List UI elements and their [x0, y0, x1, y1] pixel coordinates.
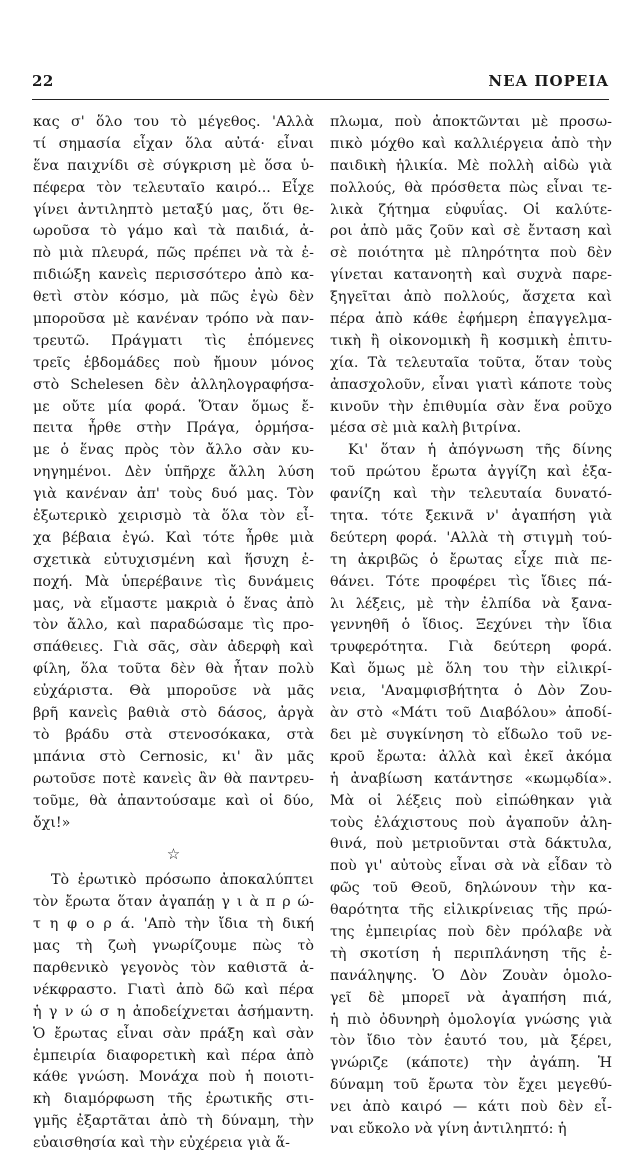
text-line: νηγημένοι. Δὲν ὑπῆρχε ἄλλη λύση: [33, 464, 314, 481]
page-number: 22: [32, 72, 54, 90]
text-line: της ἐμπειρίας ποὺ δὲν πρόλαβε νὰ: [330, 923, 612, 940]
text-line: σπάθειες. Γιὰ σᾶς, σὰν ἀδερφὴ καὶ: [33, 639, 314, 656]
text-line: τὸν ἔρωτα ὅταν ἀγαπάῃ γ ι ὰ π ρ ώ-: [33, 894, 314, 911]
text-line: ναι εὔκολο νὰ γίνη ἀντιληπτό: ἡ: [330, 1120, 567, 1137]
text-line: μποροῦσα μὲ κανέναν τρόπο νὰ παν-: [33, 311, 314, 328]
text-line: κροῦ ἔρωτα: ἀλλὰ καὶ ἐκεῖ ἀκόμα: [330, 748, 612, 765]
text-line: γιὰ κανέναν ἀπ' τοὺς δυό μας. Τὸν: [33, 486, 314, 503]
text-line: φίλη, ὅλα τοῦτα δὲν θὰ ἦταν πολὺ: [33, 661, 314, 678]
text-line: ἡ πιὸ ὀδυνηρὴ ὁμολογία γνώσης γιὰ: [330, 1011, 612, 1028]
right-paragraph-continuation: [330, 112, 612, 440]
text-line: γεννηθῆ ὁ ἴδιος. Ξεχύνει τὴν ἴδια: [330, 617, 612, 634]
text-line: νεια, 'Αναμφισβήτητα ὁ Δὸν Ζου-: [330, 683, 612, 700]
text-line: ποχή. Μὰ ὑπερέβαινε τὶς δυνάμεις: [33, 573, 314, 590]
text-line: θάνει. Τότε προφέρει τὶς ἴδιες πά-: [330, 573, 612, 590]
text-line: τρευτῶ. Πράγματι τὶς ἑπόμενες: [33, 332, 314, 349]
text-line: ἀπασχολοῦν, εἶναι γιατὶ κάποτε τοὺς: [330, 376, 612, 393]
text-line: πειτα ἦρθε στὴν Πράγα, ὁρμήσα-: [33, 420, 314, 437]
text-line: πανάληψης. Ὁ Δὸν Ζουὰν ὁμολο-: [330, 967, 612, 984]
text-line: ξηγεῖται ἀπὸ πολλούς, ἄσχετα καὶ: [330, 289, 612, 306]
text-line: ἕνα παιχνίδι σὲ σύγκριση μὲ ὅσα ὑ-: [33, 157, 314, 174]
text-line: τη ἀκριβῶς ὁ ἔρωτας εἶχε πιὰ πε-: [330, 551, 612, 568]
text-line: με ὁ ἕνας πρὸς τὸν ἄλλο σὰν κυ-: [33, 442, 314, 459]
text-line: λι λέξεις, μὲ τὴν ἐλπίδα νὰ ξανα-: [330, 595, 612, 612]
text-line: τὸ βράδυ στὰ στενοσόκακα, στὰ: [33, 726, 314, 743]
text-line: ροι ἀπὸ μᾶς ζοῦν καὶ σὲ ἔνταση καὶ: [330, 223, 612, 240]
text-line: κὴ διαμόρφωση τῆς ἐρωτικῆς στι-: [33, 1091, 314, 1108]
left-paragraph-letter-quote: [33, 112, 314, 834]
text-line: γμῆς ἐξαρτᾶται ἀπὸ τὴ δύναμη, τὴν: [33, 1113, 314, 1130]
journal-title: ΝΕΑ ΠΟΡΕΙΑ: [488, 72, 609, 90]
text-line: τικὴ ἢ οἰκονομικὴ ἢ κοσμικὴ ἐπιτυ-: [330, 332, 612, 349]
text-line: θινά, ποὺ μετριοῦνται στὰ δάκτυλα,: [330, 836, 612, 853]
text-line: εὐαισθησία καὶ τὴν εὐχέρεια γιὰ ἅ-: [33, 1135, 290, 1152]
text-line: ρωτοῦσε ποτὲ κανεὶς ἂν θὰ παντρευ-: [33, 770, 314, 787]
text-line: παρθενικὸ γεγονὸς τὸν καθιστᾶ ἀ-: [33, 959, 314, 976]
text-line: τὸν ἴδιο τὸν ἑαυτό του, μὰ ξέρει,: [330, 1033, 612, 1050]
text-line: χία. Τὰ τελευταῖα τοῦτα, ὅταν τοὺς: [330, 354, 612, 371]
text-line: τ η φ ο ρ ά. 'Απὸ τὴν ἴδια τὴ δική: [33, 916, 314, 933]
text-line: λικὰ ζήτημα εὐφυΐας. Οἱ καλύτε-: [330, 201, 612, 218]
left-paragraph-erotic-face: [33, 870, 314, 1155]
text-line: παιδικὴ ἡλικία. Μὲ πολλὴ αἰδὼ γιὰ: [330, 157, 612, 174]
text-line: φανίζη καὶ τὴν τελευταία δυνατό-: [330, 486, 612, 503]
text-line: ἡ γ ν ώ σ η ἀποδείχνεται ἀσήμαντη.: [33, 1003, 314, 1020]
text-line: βρῆ κανεὶς βαθιὰ στὸ δάσος, ἀργὰ: [33, 705, 314, 722]
text-line: τί σημασία εἶχαν ὅλα αὐτά· εἶναι: [33, 135, 314, 152]
text-line: γίνεται κατανοητὴ καὶ συχνὰ παρε-: [330, 267, 612, 284]
text-line: τὴ σκοτίση ἡ περιπλάνηση τῆς ἐ-: [330, 945, 612, 962]
text-line: στὸ Schelesen δὲν ἀλληλογραφήσα-: [33, 376, 314, 393]
right-paragraph-don-juan: [330, 440, 612, 1141]
text-line: πικὸ μόχθο καὶ καλλιέργεια ἀπὸ τὴν: [330, 135, 612, 152]
text-line: τρεῖς ἑβδομάδες ποὺ ἤμουν μόνος: [33, 354, 314, 371]
text-line: μέσα σὲ μιὰ καλὴ βιτρίνα.: [330, 420, 522, 437]
text-line: θετὶ στὸν κόσμο, μὰ πῶς ἐγὼ δὲν: [33, 289, 314, 306]
text-line: δει μὲ συγκίνηση τὸ εἴδωλο τοῦ νε-: [330, 726, 612, 743]
text-line: πέρα ἀπὸ κάθε ἐφήμερη ἐπαγγελμα-: [330, 311, 612, 328]
text-line: τοῦ πρώτου ἔρωτα ἀγγίζη καὶ ἐξα-: [330, 464, 612, 481]
text-line: πέφερα τὸν τελευταῖο καιρό... Εἶχε: [33, 179, 314, 196]
text-line: νέκφραστο. Γιατὶ ἀπὸ δῶ καὶ πέρα: [33, 981, 314, 998]
text-line: Καὶ ὅμως μὲ ὅλη του τὴν εἰλικρί-: [330, 661, 612, 678]
text-line: ὄχι!»: [33, 814, 71, 831]
text-line: πλωμα, ποὺ ἀποκτῶνται μὲ προσω-: [330, 114, 612, 130]
text-line: μας, νὰ εἴμαστε μακριὰ ὁ ἕνας ἀπὸ: [33, 595, 314, 612]
text-line: Μὰ οἱ λέξεις ποὺ εἰπώθηκαν γιὰ: [330, 792, 612, 809]
text-line: τοῦμε, θὰ ἀπαντούσαμε καὶ οἱ δύο,: [33, 792, 314, 809]
text-line: σὲ ποιότητα μὲ πληρότητα ποὺ δὲν: [330, 245, 612, 262]
left-column: [33, 112, 314, 1155]
text-line: Κι' ὅταν ἡ ἀπόγνωση τῆς δίνης: [348, 442, 612, 459]
text-line: κας σ' ὅλο του τὸ μέγεθος. 'Αλλὰ: [33, 114, 314, 130]
text-line: ἐμπειρία διαφορετικὴ καὶ πέρα ἀπὸ: [33, 1047, 314, 1064]
text-line: νει ἀπὸ καιρό — κάτι ποὺ δὲν εἶ-: [330, 1099, 612, 1116]
section-star-separator: ☆: [166, 845, 181, 864]
text-line: ὰν στὸ «Μάτι τοῦ Διαβόλου» ἀποδί-: [330, 705, 612, 722]
text-line: πολλούς, θὰ πρόσθετα πὼς εἶναι τε-: [330, 179, 612, 196]
header-rule: [32, 99, 609, 100]
right-column: [330, 112, 612, 1141]
text-line: μπάνια στὸ Cernosic, κι' ἂν μᾶς: [33, 748, 314, 765]
text-line: ποὺ γι' αὐτοὺς εἶναι σὰ νὰ εἶδαν τὸ: [330, 858, 612, 875]
text-line: γίνει ἀντιληπτὸ μεταξύ μας, ὅτι θε-: [33, 201, 314, 218]
text-line: φῶς τοῦ Θεοῦ, δηλώνουν τὴν κα-: [330, 880, 612, 897]
text-line: ωροῦσα τὸ γάμο καὶ τὰ παιδιά, ἀ-: [33, 223, 314, 240]
text-line: εὐχάριστα. Θὰ μποροῦσε νὰ μᾶς: [33, 683, 314, 700]
text-line: ἡ ἀναβίωση κατάντησε «κωμῳδία».: [330, 770, 612, 787]
text-line: κάθε γνώση. Μονάχα ποὺ ἡ ποιοτι-: [33, 1069, 314, 1086]
text-line: Ὁ ἔρωτας εἶναι σὰν πράξη καὶ σὰν: [33, 1025, 314, 1042]
text-line: πιδιώξη κανεὶς περισσότερο ἀπὸ κα-: [33, 267, 314, 284]
running-head: [32, 72, 609, 98]
text-line: τοὺς ἐλάχιστους ποὺ ἀγαποῦν ἀλη-: [330, 814, 612, 831]
text-line: κινοῦν τὴν ἐπιθυμία σὰν ἕνα ροῦχο: [330, 398, 612, 415]
text-line: θαρότητα τῆς εἰλικρίνειας τῆς πρώ-: [330, 902, 612, 919]
text-line: τητα. τότε ξεκινᾶ ν' ἀγαπήση γιὰ: [330, 508, 612, 525]
text-line: δεύτερη φορά. 'Αλλὰ τὴ στιγμὴ τού-: [330, 529, 612, 546]
text-line: μας τὴ ζωὴ γνωρίζουμε πὼς τὸ: [33, 938, 314, 955]
text-line: δύναμη τοῦ ἔρωτα τὸν ἔχει μεγεθύ-: [330, 1077, 612, 1094]
text-line: τὸν ἄλλο, καὶ παραδώσαμε τὶς προ-: [33, 617, 314, 634]
text-line: Τὸ ἐρωτικὸ πρόσωπο ἀποκαλύπτει: [51, 872, 314, 889]
text-line: σχετικὰ εὐτυχισμένη καὶ ἥσυχη ἐ-: [33, 551, 314, 568]
text-line: τρυφερότητα. Γιὰ δεύτερη φορά.: [330, 639, 612, 656]
text-line: γνώριζε (κάποτε) τὴν ἀγάπη. Ἡ: [330, 1055, 612, 1072]
text-line: πὸ μιὰ πλευρά, πῶς πρέπει νὰ τὰ ἐ-: [33, 245, 314, 262]
text-line: γεῖ δὲ μπορεῖ νὰ ἀγαπήση πιά,: [330, 989, 612, 1006]
text-line: ἐξωτερικὸ χειρισμὸ τὰ ὅλα τὸν εἶ-: [33, 508, 314, 525]
text-line: χα βέβαια ἐγώ. Καὶ τότε ἦρθε μιὰ: [33, 529, 314, 546]
text-line: με οὔτε μία φορά. Ὅταν ὅμως ἔ-: [33, 398, 314, 415]
